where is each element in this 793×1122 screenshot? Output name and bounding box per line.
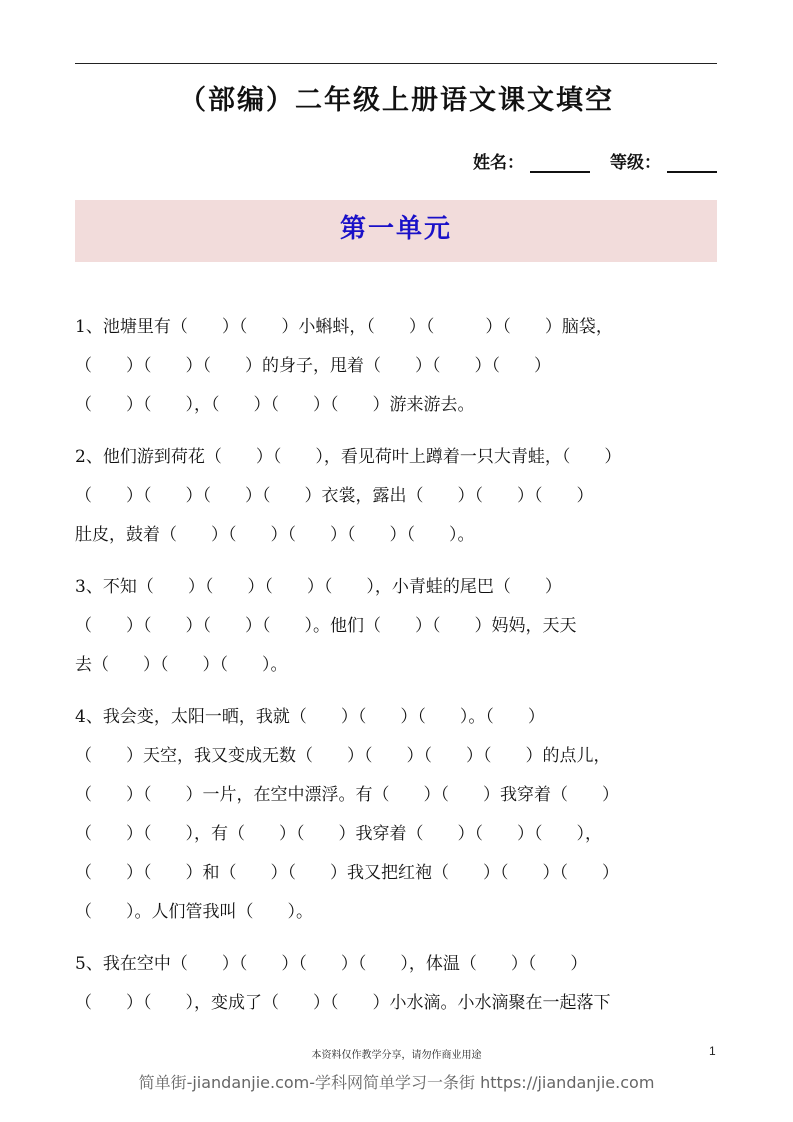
question-text: （ ）（ ）一片，在空中漂浮。有（ ）（ ）我穿着（ ） [75, 785, 619, 805]
question-text: （ ）（ ）（ ）（ ）衣裳，露出（ ）（ ）（ ） [75, 486, 594, 506]
watermark: 简单街-jiandanjie.com-学科网简单学习一条街 https://jiandanjie.com [138, 1073, 655, 1092]
page-number: 1 [709, 1044, 716, 1058]
question-text: 5、我在空中（ ）（ ）（ ）（ ），体温（ ）（ ） [75, 954, 588, 974]
question-text: （ ）（ ），（ ）（ ）（ ）游来游去。 [75, 395, 475, 415]
name-grade-fields [473, 148, 717, 173]
question-text: （ ）（ ），变成了（ ）（ ）小水滴。小水滴聚在一起落下 [75, 993, 611, 1013]
question-text: 2、他们游到荷花（ ）（ ），看见荷叶上蹲着一只大青蛙，（ ） [75, 447, 622, 467]
header-rule [75, 63, 717, 64]
question-text: 1、池塘里有（ ）（ ）小蝌蚪，（ ）（ ）（ ）脑袋， [75, 317, 613, 337]
footer-note: 本资料仅作教学分享，请勿作商业用途 [311, 1050, 482, 1061]
question-text: （ ）天空，我又变成无数（ ）（ ）（ ）（ ）的点儿， [75, 746, 611, 766]
question-text: （ ）（ ）（ ）的身子，甩着（ ）（ ）（ ） [75, 356, 551, 376]
question-text: 肚皮，鼓着（ ）（ ）（ ）（ ）（ ）。 [75, 525, 475, 545]
unit-banner [75, 200, 717, 262]
grade-blank[interactable] [667, 151, 717, 173]
question-text: （ ）（ ）和（ ）（ ）我又把红袍（ ）（ ）（ ） [75, 863, 619, 883]
document-title: （部编）二年级上册语文课文填空 [179, 85, 614, 116]
question-text: 4、我会变，太阳一晒，我就（ ）（ ）（ ）。（ ） [75, 707, 545, 727]
question-text: （ ）（ ），有（ ）（ ）我穿着（ ）（ ）（ ）， [75, 824, 602, 844]
question-text: 3、不知（ ）（ ）（ ）（ ），小青蛙的尾巴（ ） [75, 577, 562, 597]
name-blank[interactable] [530, 151, 590, 173]
question-text: （ ）。人们管我叫（ ）。 [75, 902, 313, 922]
grade-label: 等级： [610, 153, 661, 173]
question-text: 去（ ）（ ）（ ）。 [75, 655, 288, 675]
name-label: 姓名： [473, 153, 524, 173]
question-text: （ ）（ ）（ ）（ ）。他们（ ）（ ）妈妈，天天 [75, 616, 577, 636]
unit-title: 第一单元 [339, 214, 452, 244]
